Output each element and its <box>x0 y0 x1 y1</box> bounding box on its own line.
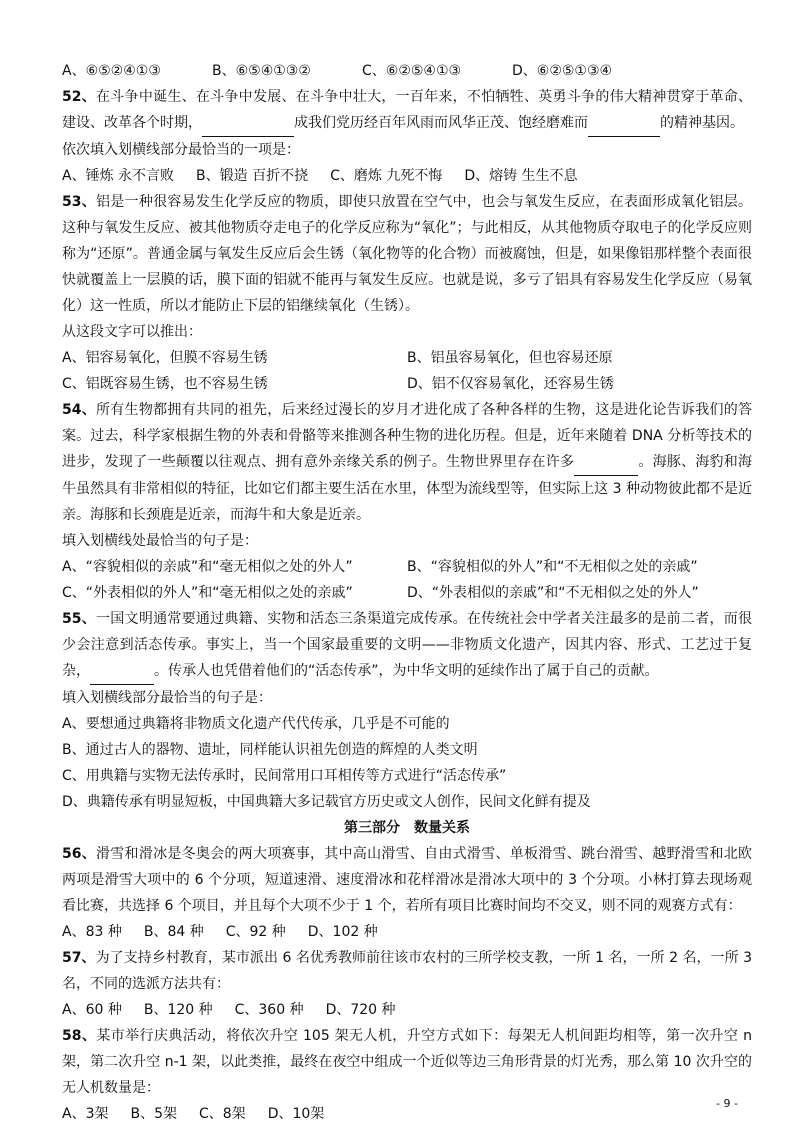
q57-number: 57、 <box>62 950 96 966</box>
section-title: 第三部分 数量关系 <box>344 820 470 836</box>
q58-option-c: C、8架 <box>199 1106 246 1122</box>
q53-stem-text: 铝是一种很容易发生化学反应的物质，即使只放置在空气中，也会与氧发生反应，在表面形成氧化铝层。这种与氧发生反应、被其他物质夺走电子的化学反应称为“氧化”；与此相反，从其他物质夺取电子的化学反应则称为“还原”。普通金属与氧发生反应后会生锈（氧化物等的化合物）而被腐蚀，但是，如果像铝那样整个表面很快就覆盖上一层膜的话，膜下面的铝就不能再与氧发生反应。也就是说，多亏了铝具有容易发生化学反应（易氧化）这一性质，所以才能防止下层的铝继续氧化（生锈）。 <box>62 194 752 314</box>
exam-page <box>62 58 752 1127</box>
q52-blank-1 <box>202 110 294 137</box>
q55-stem <box>62 606 752 685</box>
q58-stem <box>62 1023 752 1101</box>
q57-stem-text: 为了支持乡村教育，某市派出 6 名优秀教师前往该市农村的三所学校支教，一所 1 名，一所 2 名，一所 3 名，不同的选派方法共有： <box>62 950 753 992</box>
q55-option-c: C、用典籍与实物无法传承时，民间常用口耳相传等方式进行“活态传承” <box>62 768 507 784</box>
q56-option-b: B、84 种 <box>143 924 204 940</box>
q53-option-c: C、铝既容易生锈，也不容易生锈 <box>62 376 268 392</box>
q54-number: 54、 <box>62 402 97 418</box>
q51-option-c: C、⑥②⑤④①③ <box>362 63 462 79</box>
q52-stem-c: 的精神基因。 <box>660 115 744 131</box>
q54-stem-b: 。海豚、海豹和海牛虽然具有非常相似的特征，比如它们都主要生活在水里，体型为流线型等，但实际上这 3 种动物彼此都不是近亲。海豚和长颈鹿是近亲，而海牛和大象是近亲。 <box>62 454 753 523</box>
q55-option-a: A、要想通过典籍将非物质文化遗产代代传承，几乎是不可能的 <box>62 716 450 732</box>
q58-option-d: D、10架 <box>267 1106 325 1122</box>
q53-number: 53、 <box>62 194 97 210</box>
q52-stem-b: 成我们党历经百年风雨而风华正茂、饱经磨难而 <box>294 115 588 131</box>
q53-prompt: 从这段文字可以推出： <box>62 324 202 340</box>
q57-stem <box>62 945 752 997</box>
q58-number: 58、 <box>62 1028 97 1044</box>
q52-number: 52、 <box>62 89 97 105</box>
q56-option-c: C、92 种 <box>225 924 286 940</box>
q51-options <box>62 58 752 84</box>
q51-option-d: D、⑥②⑤①③④ <box>512 63 613 79</box>
q58-options <box>62 1101 752 1127</box>
q52-option-c: C、磨炼 九死不悔 <box>330 168 443 184</box>
q57-option-d: D、720 种 <box>325 1002 396 1018</box>
q54-options-row1 <box>62 554 752 580</box>
q55-number: 55、 <box>62 611 97 627</box>
q53-option-a: A、铝容易氧化，但膜不容易生锈 <box>62 350 268 366</box>
q54-prompt: 填入划横线处最恰当的句子是： <box>62 533 258 549</box>
q56-number: 56、 <box>62 846 97 862</box>
q55-option-d: D、典籍传承有明显短板，中国典籍大多记载官方历史或文人创作，民间文化鲜有提及 <box>62 794 591 810</box>
q52-options <box>62 163 752 189</box>
q56-option-a: A、83 种 <box>62 924 122 940</box>
q55-stem-a: 一国文明通常要通过典籍、实物和活态三条渠道完成传承。在传统社会中学者关注最多的是前二者，而很少会注意到活态传承。事实上，当一个国家最重要的文明——非物质文化遗产，因其内容、形式、工艺过于复杂， <box>62 611 752 679</box>
q58-option-a: A、3架 <box>62 1106 109 1122</box>
q54-blank <box>574 449 638 476</box>
q53-options-row2 <box>62 371 752 397</box>
q55-option-b: B、通过古人的器物、遗址，同样能认识祖先创造的辉煌的人类文明 <box>62 742 478 758</box>
q55-blank <box>90 658 154 685</box>
q52-stem-a: 在斗争中诞生、在斗争中发展、在斗争中壮大，一百年来，不怕牺牲、英勇斗争的伟大精神贯穿于革命、建设、改革各个时期， <box>62 89 752 131</box>
q58-option-b: B、5架 <box>130 1106 177 1122</box>
q52-option-a: A、锤炼 永不言败 <box>62 168 175 184</box>
page-number: - 9 - <box>716 1097 738 1110</box>
q56-stem-text: 滑雪和滑冰是冬奥会的两大项赛事，其中高山滑雪、自由式滑雪、单板滑雪、跳台滑雪、越野滑雪和北欧两项是滑雪大项中的 6 个分项，短道速滑、速度滑冰和花样滑冰是滑冰大项中的 3 个分项。小林打算去现场观看比赛，共选择 6 个项目，并且每个大项不少于 1 个，若所有项目比赛时间均不交叉，则不同的观赛方式有： <box>62 846 752 914</box>
q56-options <box>62 919 752 945</box>
q57-options <box>62 997 752 1023</box>
q55-prompt: 填入划横线部分最恰当的句子是： <box>62 690 272 706</box>
q53-stem <box>62 189 752 319</box>
q57-option-c: C、360 种 <box>234 1002 304 1018</box>
q55-stem-b: 。传承人也凭借着他们的“活态传承”，为中华文明的延续作出了属于自己的贡献。 <box>154 663 659 679</box>
q54-stem-a: 所有生物都拥有共同的祖先，后来经过漫长的岁月才进化成了各种各样的生物，这是进化论告诉我们的答案。过去，科学家根据生物的外表和骨骼等来推测各种生物的进化历程。但是，近年来随着 DNA 分析等技术的进步，发现了一些颠覆以往观点、拥有意外亲缘关系的例子。生物世界里存在许多 <box>62 402 752 470</box>
q52-option-b: B、锻造 百折不挠 <box>196 168 309 184</box>
q57-option-a: A、60 种 <box>62 1002 122 1018</box>
q53-option-b: B、铝虽容易氧化，但也容易还原 <box>407 350 613 366</box>
q56-option-d: D、102 种 <box>307 924 378 940</box>
q52-option-d: D、熔铸 生生不息 <box>464 168 578 184</box>
q51-option-b: B、⑥⑤④①③② <box>212 63 311 79</box>
q54-option-a: A、“容貌相似的亲戚”和“毫无相似之处的外人” <box>62 559 353 575</box>
q53-option-d: D、铝不仅容易氧化，还容易生锈 <box>407 376 614 392</box>
q54-options-row2 <box>62 580 752 606</box>
q53-options-row1 <box>62 345 752 371</box>
q56-stem <box>62 841 752 919</box>
q54-option-d: D、“外表相似的亲戚”和“不无相似之处的外人” <box>407 585 699 601</box>
q52-blank-2 <box>588 110 660 137</box>
q51-option-a: A、⑥⑤②④①③ <box>62 63 161 79</box>
q54-stem <box>62 397 752 528</box>
q52-stem <box>62 84 752 137</box>
q52-prompt: 依次填入划横线部分最恰当的一项是： <box>62 142 300 158</box>
q54-option-b: B、“容貌相似的外人”和“不无相似之处的亲戚” <box>407 559 698 575</box>
q54-option-c: C、“外表相似的外人”和“毫无相似之处的亲戚” <box>62 585 353 601</box>
q57-option-b: B、120 种 <box>143 1002 213 1018</box>
q58-stem-text: 某市举行庆典活动，将依次升空 105 架无人机，升空方式如下：每架无人机间距均相等，第一次升空 n 架，第二次升空 n-1 架，以此类推，最终在夜空中组成一个近似等边三角形背景的灯光秀，那么第 10 次升空的无人机数量是： <box>62 1028 753 1096</box>
